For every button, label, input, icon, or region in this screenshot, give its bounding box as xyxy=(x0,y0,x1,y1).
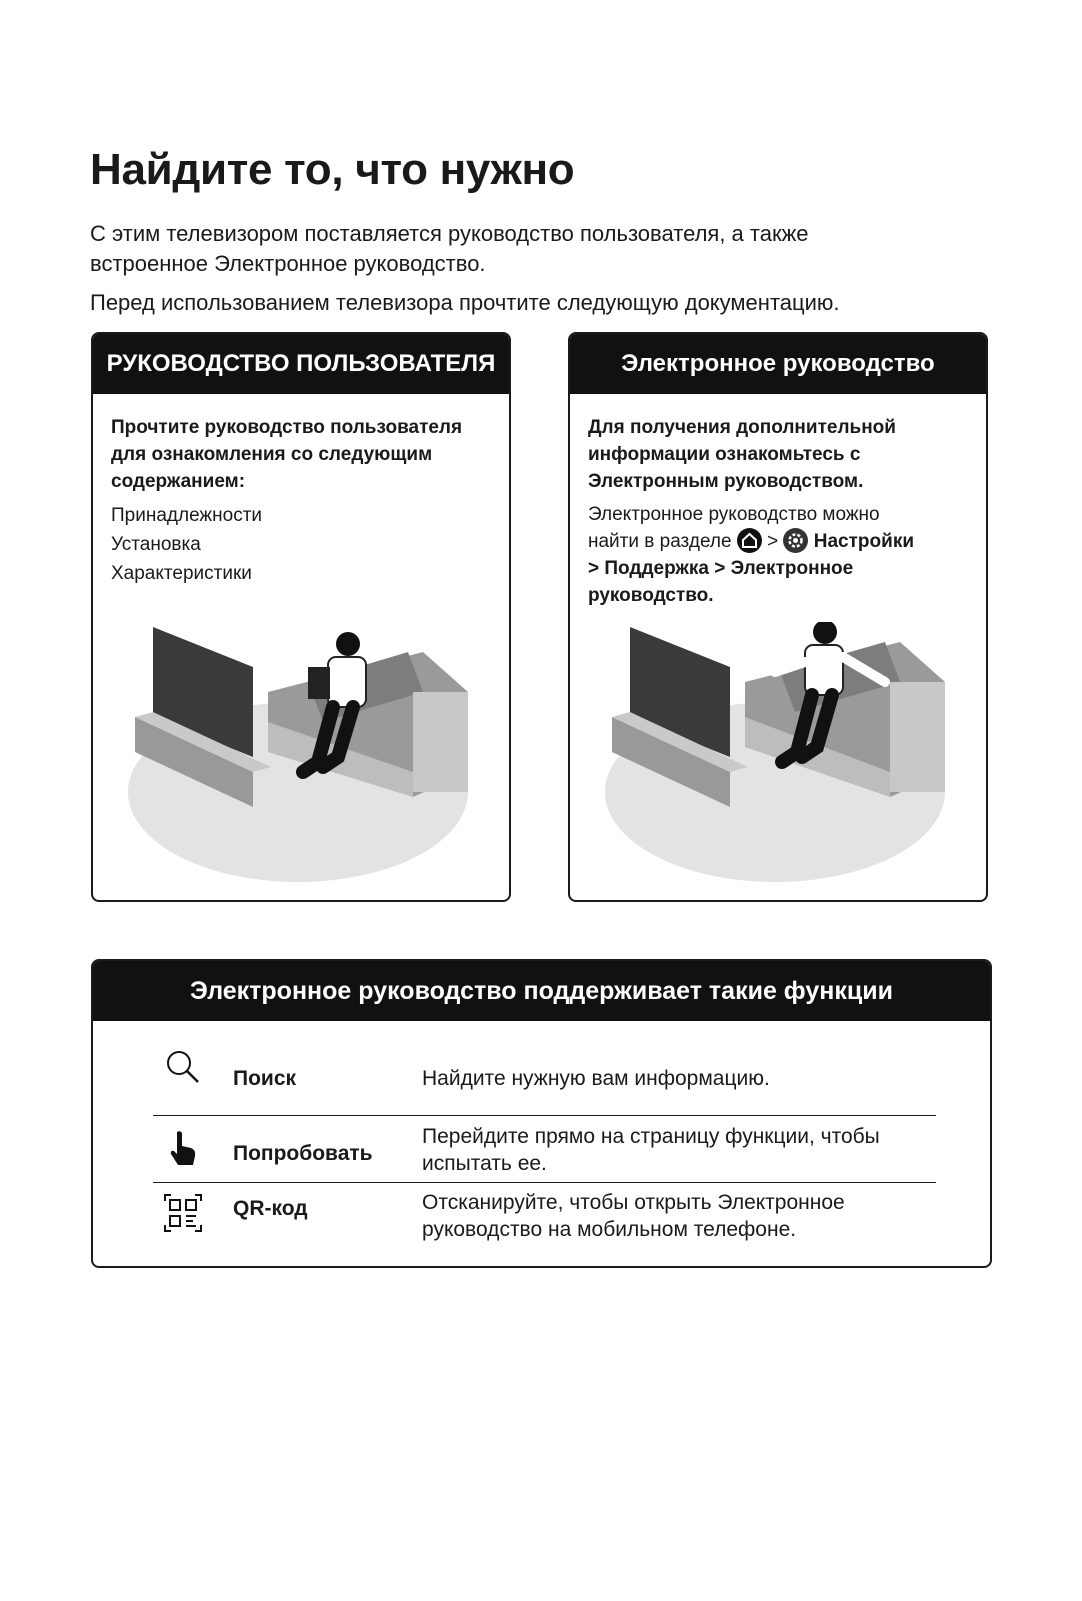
feature-name: QR-код xyxy=(233,1197,308,1220)
list-item: Установка xyxy=(111,534,201,555)
intro-line-1: С этим телевизором поставляется руководство пользователя, а также xyxy=(90,221,809,246)
e-manual-path-settings: Настройки xyxy=(813,531,915,552)
e-manual-path-line-4: руководство. xyxy=(588,585,714,606)
person-with-remote-illustration xyxy=(600,622,960,882)
user-manual-lead-line-1: Прочтите руководство пользователя xyxy=(111,417,463,438)
intro-text xyxy=(90,219,990,279)
user-manual-card xyxy=(91,332,511,902)
e-manual-path-line-3: > Поддержка > Электронное xyxy=(588,558,854,579)
user-manual-lead-line-3: содержанием: xyxy=(111,471,246,492)
intro-line-3: Перед использованием телевизора прочтите следующую документацию. xyxy=(90,290,840,315)
home-icon xyxy=(737,528,762,553)
e-manual-path xyxy=(588,501,968,609)
page-title: Найдите то, что нужно xyxy=(90,145,575,194)
e-manual-path-prefix: найти в разделе xyxy=(588,531,732,552)
e-manual-lead xyxy=(588,414,968,495)
feature-desc-line-2: испытать ее. xyxy=(422,1152,547,1175)
feature-name: Поиск xyxy=(233,1067,297,1090)
feature-desc-line-1: Отсканируйте, чтобы открыть Электронное xyxy=(422,1191,845,1214)
user-manual-header: РУКОВОДСТВО ПОЛЬЗОВАТЕЛЯ xyxy=(93,334,509,394)
e-manual-lead-line-2: информации ознакомьтесь с xyxy=(588,444,861,465)
list-item: Характеристики xyxy=(111,563,252,584)
feature-desc xyxy=(422,1189,932,1243)
e-manual-path-separator: > xyxy=(767,531,779,552)
gear-icon xyxy=(783,528,808,553)
e-manual-path-line-1: Электронное руководство можно xyxy=(588,504,880,525)
list-item: Принадлежности xyxy=(111,505,263,526)
features-header: Электронное руководство поддерживает такие функции xyxy=(93,961,990,1021)
feature-row-qr xyxy=(153,1183,936,1253)
intro-line-2: встроенное Электронное руководство. xyxy=(90,251,486,276)
feature-row-try xyxy=(153,1116,936,1183)
e-manual-header: Электронное руководство xyxy=(570,334,986,394)
person-reading-illustration xyxy=(123,622,483,882)
hand-pointer-icon xyxy=(163,1128,203,1168)
feature-desc-line-2: руководство на мобильном телефоне. xyxy=(422,1218,797,1241)
feature-desc-line-1: Перейдите прямо на страницу функции, чтобы xyxy=(422,1125,880,1148)
feature-name: Попробовать xyxy=(233,1142,373,1165)
user-manual-lead-line-2: для ознакомления со следующим xyxy=(111,444,433,465)
features-table xyxy=(153,1063,936,1253)
feature-desc xyxy=(422,1065,932,1092)
e-manual-card xyxy=(568,332,988,902)
qr-code-icon xyxy=(163,1193,203,1233)
feature-row-search xyxy=(153,1063,936,1116)
e-manual-lead-line-1: Для получения дополнительной xyxy=(588,417,896,438)
user-manual-lead xyxy=(111,414,491,495)
e-manual-lead-line-3: Электронным руководством. xyxy=(588,471,864,492)
features-box xyxy=(91,959,992,1268)
feature-desc xyxy=(422,1123,932,1177)
feature-desc-line-1: Найдите нужную вам информацию. xyxy=(422,1067,770,1090)
search-icon xyxy=(163,1047,203,1087)
